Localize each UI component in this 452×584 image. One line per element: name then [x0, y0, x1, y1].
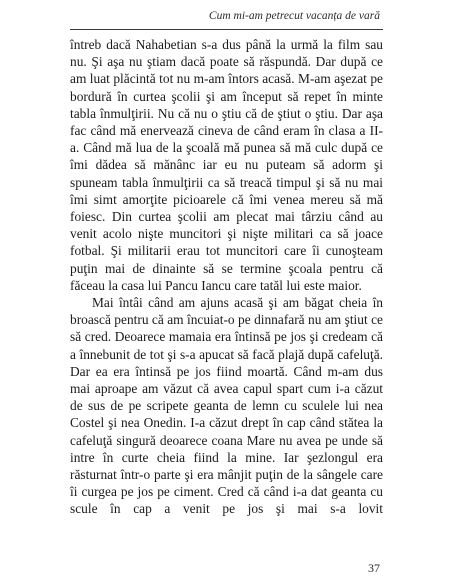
page-number: 37: [368, 561, 380, 575]
body-text: [70, 36, 383, 518]
paragraph-1: întreb dacă Nahabetian s-a dus până la urmă la film sau nu. Şi aşa nu ştiam dacă poate să răspundă. Dar după ce am luat plăcintă tot nu m-am întors acasă. M-am aşezat pe bordură în curtea şcolii şi am început să repet în minte tabla înmulţirii. Nu că nu o ştiu că de ştiut o ştiu. Dar aşa fac când mă enervează cineva de când eram în clasa a II-a. Când mă lua de la şcoală mă punea să mă culc după ce îmi dădea să mănânc iar eu nu puteam să adorm şi spuneam tabla înmulţirii ca să treacă timpul şi să nu mai îmi simt amorţite picioarele că îmi venea mereu să mă foiesc. Din curtea şcolii am plecat mai târziu când au venit acolo nişte muncitori şi nişte militari ca să joace fotbal. Şi militarii erau tot muncitori care îi cunoşteam puţin mai de dinainte să se termine şcoala pentru că făceau la casa lui Pancu Iancu care tatăl lui este maior.: [70, 37, 383, 293]
paragraph-2: Mai întâi când am ajuns acasă şi am băgat cheia în broască pentru că am încuiat-o pe dinnafară nu am ştiut ce să cred. Deoarece mamaia era întinsă pe jos şi credeam că a înnebunit de tot şi s-a apucat să facă plajă după cafeluţă. Dar ea era întinsă pe jos fiind moartă. Când m-am dus mai aproape am văzut că avea capul spart cum i-a căzut de sus de pe scripete geanta de lemn cu sculele lui nea Costel şi nea Onedin. I-a căzut drept în cap când stătea la cafeluţă singură deoarece coana Mare nu avea pe unde să intre în curte cheia fiind la mine. Iar şezlongul era răsturnat într-o parte şi era mânjit puţin de la sângele care îi curgea pe jos pe ciment. Cred că când i-a dat geanta cu scule în cap a venit pe jos şi mai s-a lovit: [70, 295, 383, 517]
header-rule: [70, 29, 383, 30]
running-head: Cum mi-am petrecut vacanța de vară: [208, 10, 380, 22]
